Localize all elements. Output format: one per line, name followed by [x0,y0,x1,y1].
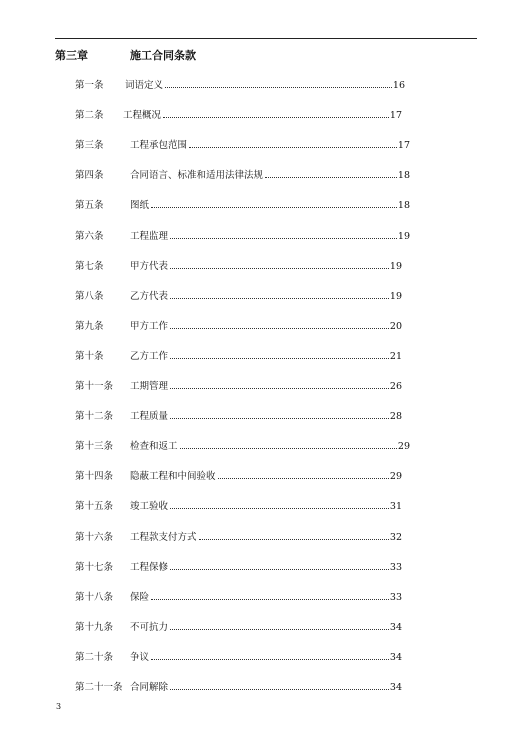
toc-entry-number: 第十三条 [75,441,114,453]
toc-leader-dots [165,87,392,88]
toc-entry[interactable] [75,229,410,245]
toc-entry-title: 工程款支付方式 [130,531,197,543]
toc-entry[interactable] [75,499,402,515]
toc-entry-title: 工程承包范围 [130,140,188,152]
toc-leader-dots [170,298,389,299]
page-number: 3 [56,702,62,711]
toc-entry-title: 竣工验收 [130,501,169,513]
toc-entry[interactable] [75,469,402,485]
toc-leader-dots [151,207,397,208]
toc-entry-title: 工期管理 [130,381,169,392]
toc-leader-dots [189,147,397,148]
toc-entry-page: 18 [397,200,410,212]
toc-entry[interactable] [75,138,410,154]
toc-entry[interactable] [75,349,402,365]
toc-leader-dots [218,478,389,479]
toc-leader-dots [180,448,397,449]
toc-entry-page: 21 [389,350,402,362]
toc-leader-dots [170,238,397,239]
toc-entry-title: 工程监理 [130,230,169,242]
toc-leader-dots [199,539,389,540]
toc-entry-title: 词语定义 [125,80,164,91]
toc-leader-dots [151,599,389,600]
toc-entry[interactable] [75,108,402,124]
toc-entry-page: 17 [389,110,402,122]
toc-entry-number: 第六条 [75,230,104,242]
toc-leader-dots [170,629,389,630]
toc-entry-number: 第十六条 [75,531,114,543]
toc-leader-dots [170,358,389,359]
toc-entry[interactable] [75,259,402,275]
toc-leader-dots [265,177,397,178]
toc-entry-page: 33 [389,561,402,573]
toc-entry-page: 16 [392,80,405,91]
toc-entry-page: 19 [397,230,410,242]
toc-entry-number: 第一条 [75,80,104,91]
toc-entry-title: 甲方代表 [130,260,169,272]
toc-entry[interactable] [75,590,402,606]
toc-entry-title: 工程保修 [130,561,169,573]
toc-entry-page: 28 [389,411,402,423]
toc-entry[interactable] [75,379,402,395]
toc-entry-title: 合同语言、标准和适用法律法规 [130,170,264,182]
toc-entry-title: 乙方工作 [130,350,169,362]
toc-entry-number: 第七条 [75,260,104,272]
toc-entry-number: 第九条 [75,320,104,332]
toc-entry-page: 19 [389,260,402,272]
toc-entry-title: 工程概况 [123,110,162,122]
toc-leader-dots [170,268,389,269]
toc-entry-number: 第二十条 [75,651,114,663]
toc-entry-title: 甲方工作 [130,320,169,332]
toc-entry-title: 保险 [130,591,150,603]
toc-entry-number: 第十二条 [75,411,114,423]
toc-entry-number: 第十条 [75,350,104,362]
toc-entry-page: 17 [397,140,410,152]
toc-leader-dots [170,508,389,509]
toc-leader-dots [151,659,389,660]
toc-leader-dots [163,117,389,118]
toc-entry-title: 工程质量 [130,411,169,423]
toc-entry-number: 第二十一条 [75,682,123,693]
chapter-label: 第三章 [55,49,88,62]
toc-leader-dots [170,689,389,690]
toc-entry-title: 图纸 [130,200,150,212]
toc-entry-number: 第十一条 [75,381,114,392]
toc-entry-page: 20 [389,320,402,332]
toc-entry[interactable] [75,198,410,214]
toc-entry[interactable] [75,168,410,184]
toc-entry-number: 第二条 [75,110,104,122]
toc-entry-page: 32 [389,531,402,543]
toc-entry-title: 合同解除 [130,682,169,693]
toc-entry-page: 26 [389,381,402,392]
toc-entry-title: 不可抗力 [130,621,169,633]
toc-entry[interactable] [75,409,402,425]
toc-entry-number: 第十四条 [75,471,114,483]
toc-entry-number: 第三条 [75,140,104,152]
toc-entry-page: 34 [389,621,402,633]
toc-entry-page: 34 [389,682,402,693]
toc-entry-page: 29 [397,441,410,453]
toc-entry-title: 争议 [130,651,150,663]
toc-entry[interactable] [75,680,402,696]
toc-entry-number: 第四条 [75,170,104,182]
toc-entry-number: 第八条 [75,290,104,302]
toc-entry-page: 19 [389,290,402,302]
toc-entry[interactable] [75,78,405,94]
toc-entry-title: 检查和返工 [130,441,178,453]
toc-entry[interactable] [75,650,402,666]
toc-entry-number: 第十九条 [75,621,114,633]
chapter-title: 施工合同条款 [130,49,196,62]
toc-entry[interactable] [75,560,402,576]
toc-entry-number: 第十八条 [75,591,114,603]
toc-leader-dots [170,328,389,329]
toc-entry-page: 34 [389,651,402,663]
toc-leader-dots [170,418,389,419]
toc-entry-title: 隐蔽工程和中间验收 [130,471,216,483]
toc-leader-dots [170,388,389,389]
toc-entry-number: 第五条 [75,200,104,212]
toc-leader-dots [170,569,389,570]
toc-entry-page: 33 [389,591,402,603]
toc-entry-page: 18 [397,170,410,182]
toc-entry[interactable] [75,439,410,455]
toc-entry-number: 第十七条 [75,561,114,573]
toc-entry-page: 31 [389,501,402,513]
toc-entry-page: 29 [389,471,402,483]
toc-entry[interactable] [75,319,402,335]
toc-entry[interactable] [75,530,402,546]
toc-entry[interactable] [75,289,402,305]
toc-entry-title: 乙方代表 [130,290,169,302]
toc-entry-number: 第十五条 [75,501,114,513]
toc-entry[interactable] [75,620,402,636]
